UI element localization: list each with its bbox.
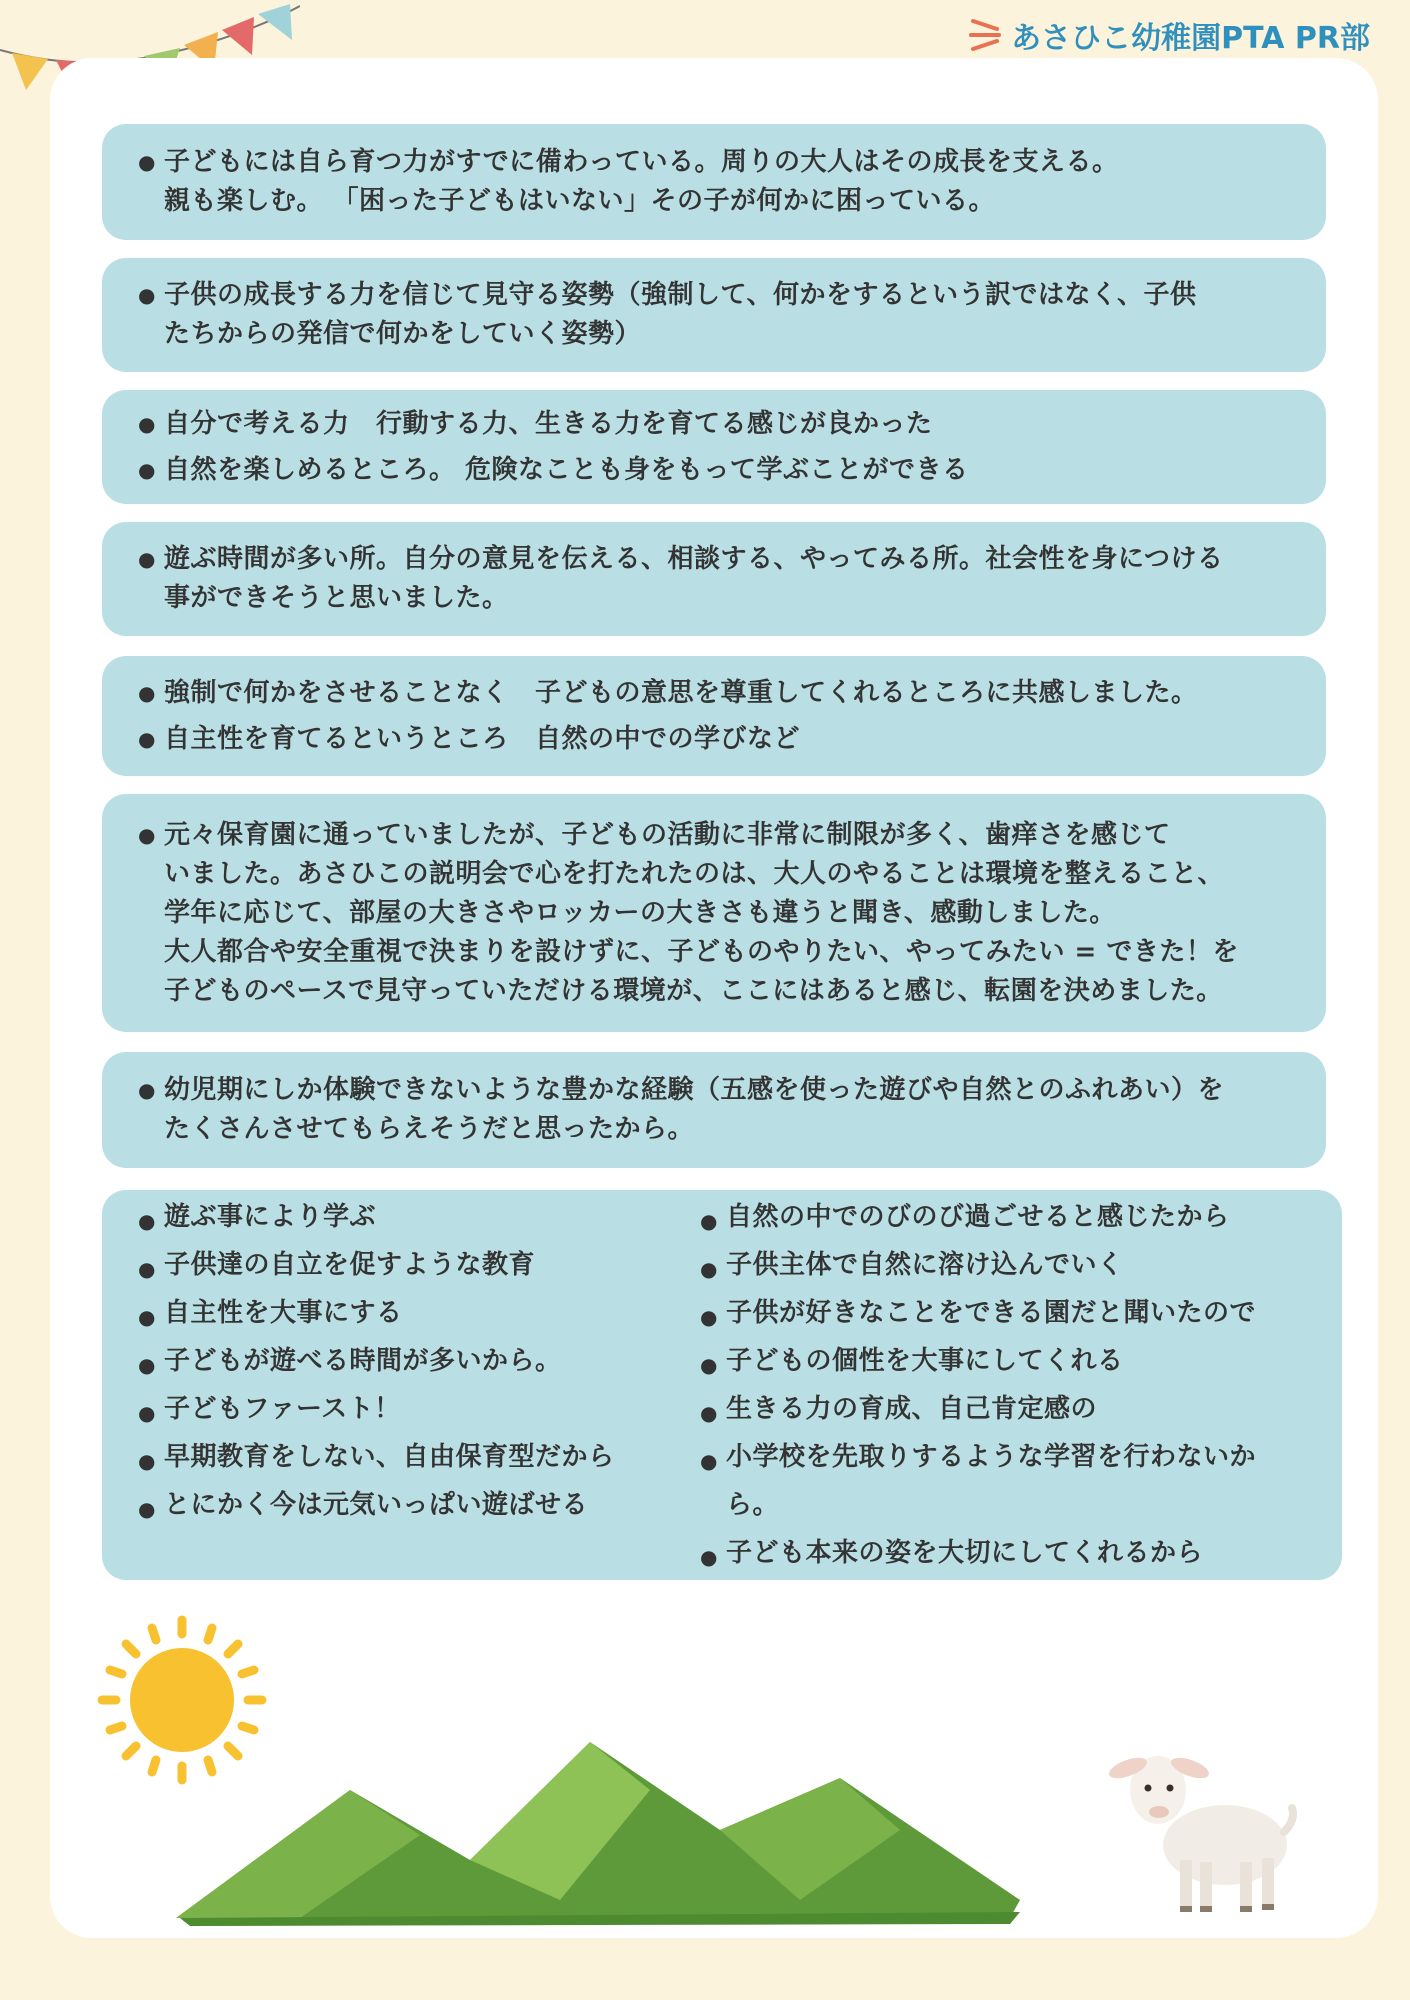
comment-item: ● 幼児期にしか体験できないような豊かな経験（五感を使った遊びや自然とのふれあい）を たくさんさせてもらえそうだと思ったから。 [138,1071,1296,1149]
grid-item: ● 早期教育をしない、自由保育型だから [138,1433,688,1481]
comment-box-1 [102,124,1326,240]
comment-box-4 [102,522,1326,636]
comment-box-6 [102,794,1326,1032]
comment-box-5 [102,656,1326,776]
header-title: あさひこ幼稚園PTA PR部 [1011,21,1370,56]
grid-item: ● 子どもファースト！ [138,1385,688,1433]
grid-item: ● 子供達の自立を促すような教育 [138,1241,688,1289]
grid-item: ● 小学校を先取りするような学習を行わないから。 [700,1433,1300,1529]
comment-item: ● 子どもには自ら育つ力がすでに備わっている。周りの大人はその成長を支える。 親も楽しむ。 「困った子どもはいない」その子が何かに困っている。 [138,143,1296,221]
comment-item: ● 遊ぶ時間が多い所。自分の意見を伝える、相談する、やってみる所。社会性を身につける 事ができそうと思いました。 [138,540,1296,618]
grid-right-column [700,1193,1300,1577]
grid-left-column [138,1193,688,1577]
comment-item: ● 自主性を育てるというところ 自然の中での学びなど [138,716,1296,762]
grid-item: ● 子ども本来の姿を大切にしてくれるから [700,1529,1300,1577]
grid-item: ● 子どもが遊べる時間が多いから。 [138,1337,688,1385]
header [969,10,1370,60]
grid-item: ● 生きる力の育成、自己肯定感の [700,1385,1300,1433]
grid-item: ● 遊ぶ事により学ぶ [138,1193,688,1241]
comment-grid [138,1193,1312,1577]
comment-box-grid [102,1190,1342,1580]
comment-item: ● 子供の成長する力を信じて見守る姿勢（強制して、何かをするという訳ではなく、子供 たちからの発信で何かをしていく姿勢） [138,276,1296,354]
grid-item: ● とにかく今は元気いっぱい遊ばせる [138,1481,688,1529]
comment-item: ● 元々保育園に通っていましたが、子どもの活動に非常に制限が多く、歯痒さを感じて いました。あさひこの説明会で心を打たれたのは、大人のやることは環境を整えること、 学年に応じて、部屋の大きさやロッカーの大きさも違うと聞き、感動しました。 大人都合や安全重視で決まりを設けずに、子どものやりたい、やってみたい = できた！を 子どものペースで見守っていただける環境が、ここにはあると感じ、転園を決めました。 [138,816,1296,1011]
grid-item: ● 子供主体で自然に溶け込んでいく [700,1241,1300,1289]
grid-item: ● 自主性を大事にする [138,1289,688,1337]
comment-item: ● 強制で何かをさせることなく 子どもの意思を尊重してくれるところに共感しました。 [138,670,1296,716]
comment-item: ● 自分で考える力 行動する力、生きる力を育てる感じが良かった [138,401,1296,447]
grid-item: ● 子供が好きなことをできる園だと聞いたので [700,1289,1300,1337]
grid-item: ● 自然の中でのびのび過ごせると感じたから [700,1193,1300,1241]
comment-box-3 [102,390,1326,504]
comment-box-2 [102,258,1326,372]
header-rays-icon [969,13,1003,57]
grid-item: ● 子どもの個性を大事にしてくれる [700,1337,1300,1385]
comment-item: ● 自然を楽しめるところ。 危険なことも身をもって学ぶことができる [138,447,1296,493]
comment-box-7 [102,1052,1326,1168]
